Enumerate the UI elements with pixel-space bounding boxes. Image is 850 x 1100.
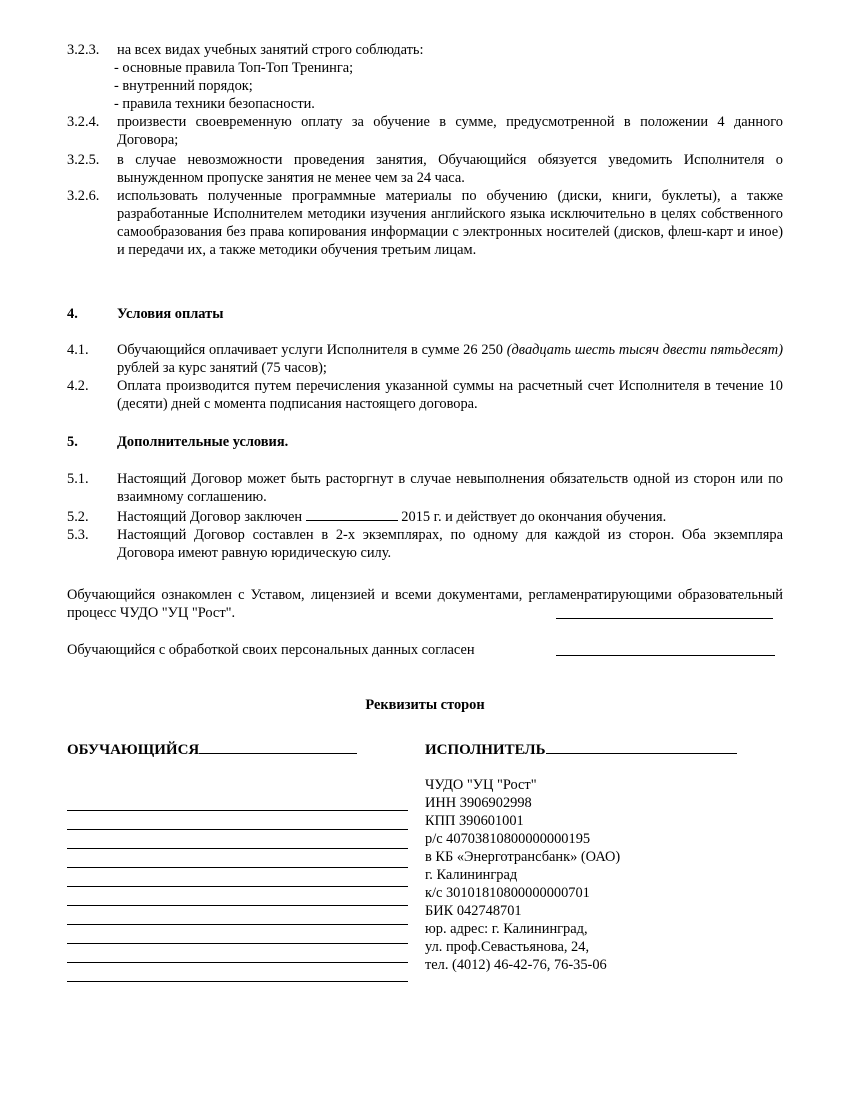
subitem: - основные правила Топ-Топ Тренинга; — [114, 60, 354, 76]
executor-detail: в КБ «Энерготрансбанк» (ОАО) — [425, 849, 621, 865]
executor-detail: г. Калининград — [425, 867, 518, 883]
clause-3-2-4 — [67, 113, 783, 149]
executor-detail: юр. адрес: г. Калининград, — [425, 921, 588, 937]
executor-detail: р/с 40703810800000000195 — [425, 831, 591, 847]
clause-5-1 — [67, 470, 783, 506]
clause-text: Оплата производится путем перечисления указанной суммы на расчетный счет Исполнителя в течение 10 (десяти) дней с момента подписания настоящего договора. — [117, 378, 783, 412]
clause-4-1 — [67, 341, 783, 377]
executor-detail: ИНН 3906902998 — [425, 795, 532, 811]
clause-number: 3.2.5. — [67, 152, 100, 168]
subitem: - внутренний порядок; — [114, 78, 253, 94]
section-title: Условия оплаты — [117, 306, 224, 322]
executor-detail: к/с 30101810800000000701 — [425, 885, 590, 901]
student-detail-line[interactable] — [67, 908, 408, 925]
clause-5-2 — [67, 508, 783, 526]
charter-text: Обучающийся ознакомлен с Уставом, лицензией и всеми документами, регламенратирующими образовательный процесс ЧУДО "УЦ "Рост". — [67, 587, 783, 621]
amount-in-words: (двадцать шесть тысяч двести пятьдесят) — [506, 342, 783, 358]
charter-signature-line[interactable] — [556, 606, 773, 619]
clause-text: Настоящий Договор составлен в 2-х экземплярах, по одному для каждой из сторон. Оба экземпляра Договора имеют равную юридическую силу. — [117, 527, 783, 561]
clause-number: 3.2.6. — [67, 188, 100, 204]
student-label: ОБУЧАЮЩИЙСЯ — [67, 742, 200, 758]
clause-number: 5.2. — [67, 509, 89, 525]
student-detail-line[interactable] — [67, 851, 408, 868]
clause-text: в случае невозможности проведения занятия, Обучающийся обязуется уведомить Исполнителя о вынужденном пропуске занятия не менее чем за 24 часа. — [117, 152, 783, 186]
clause-number: 3.2.4. — [67, 114, 100, 130]
student-detail-line[interactable] — [67, 794, 408, 811]
student-detail-line[interactable] — [67, 889, 408, 906]
student-detail-line[interactable] — [67, 813, 408, 830]
executor-name-line[interactable] — [546, 740, 737, 754]
section-number: 5. — [67, 434, 78, 450]
clause-3-2-5 — [67, 151, 783, 187]
date-blank-line[interactable] — [306, 508, 398, 521]
executor-detail: КПП 390601001 — [425, 813, 524, 829]
student-name-line[interactable] — [199, 740, 357, 754]
clause-text: Настоящий Договор может быть расторгнут в случае невыполнения обязательств одной из сторон или по взаимному соглашению. — [117, 471, 783, 505]
clause-4-2 — [67, 377, 783, 413]
student-detail-line[interactable] — [67, 870, 408, 887]
section-title: Дополнительные условия. — [117, 434, 289, 450]
executor-details — [425, 776, 620, 974]
clause-number: 5.3. — [67, 527, 89, 543]
section-4-heading — [67, 305, 223, 323]
executor-detail: ул. проф.Севастьянова, 24, — [425, 939, 590, 955]
clause-number: 4.1. — [67, 342, 89, 358]
section-5-heading — [67, 433, 288, 451]
student-details-lines — [67, 794, 408, 984]
student-detail-line[interactable] — [67, 965, 408, 982]
subitem-list — [114, 59, 353, 113]
clause-number: 5.1. — [67, 471, 89, 487]
executor-detail: БИК 042748701 — [425, 903, 522, 919]
clause-text: Обучающийся оплачивает услуги Исполнителя в сумме 26 250 (двадцать шесть тысяч двести пятьдесят) рублей за курс занятий (75 часов); — [117, 342, 783, 376]
requisites-title: Реквизиты сторон — [365, 697, 485, 713]
clause-text: использовать полученные программные материалы по обучению (диски, книги, буклеты), а также разработанные Исполнителем методики изучения английского языка исключительно в целях собственного самообразования без права копирования информации с электронных носителей (дисков, флеш-карт и иное) и передачи их, а также методики обучения третьим лицам. — [117, 188, 783, 258]
clause-5-3 — [67, 526, 783, 562]
student-detail-line[interactable] — [67, 832, 408, 849]
clause-text: Настоящий Договор заключен 2015 г. и действует до окончания обучения. — [117, 509, 667, 525]
section-number: 4. — [67, 306, 78, 322]
clause-number: 3.2.3. — [67, 42, 100, 58]
subitem: - правила техники безопасности. — [114, 96, 315, 112]
executor-detail: тел. (4012) 46-42-76, 76-35-06 — [425, 957, 607, 973]
executor-header — [425, 740, 737, 759]
student-detail-line[interactable] — [67, 946, 408, 963]
student-header — [67, 740, 357, 759]
student-detail-line[interactable] — [67, 927, 408, 944]
executor-label: ИСПОЛНИТЕЛЬ — [425, 742, 546, 758]
executor-detail: ЧУДО "УЦ "Рост" — [425, 777, 537, 793]
consent-signature-line[interactable] — [556, 641, 775, 656]
clause-3-2-6 — [67, 187, 783, 259]
clause-3-2-3 — [67, 41, 783, 59]
clause-text: на всех видах учебных занятий строго соблюдать: — [117, 42, 424, 58]
personal-data-consent: Обучающийся с обработкой своих персональных данных согласен — [67, 642, 475, 658]
clause-text: произвести своевременную оплату за обучение в сумме, предусмотренной в положении 4 данного Договора; — [117, 114, 783, 148]
clause-number: 4.2. — [67, 378, 89, 394]
